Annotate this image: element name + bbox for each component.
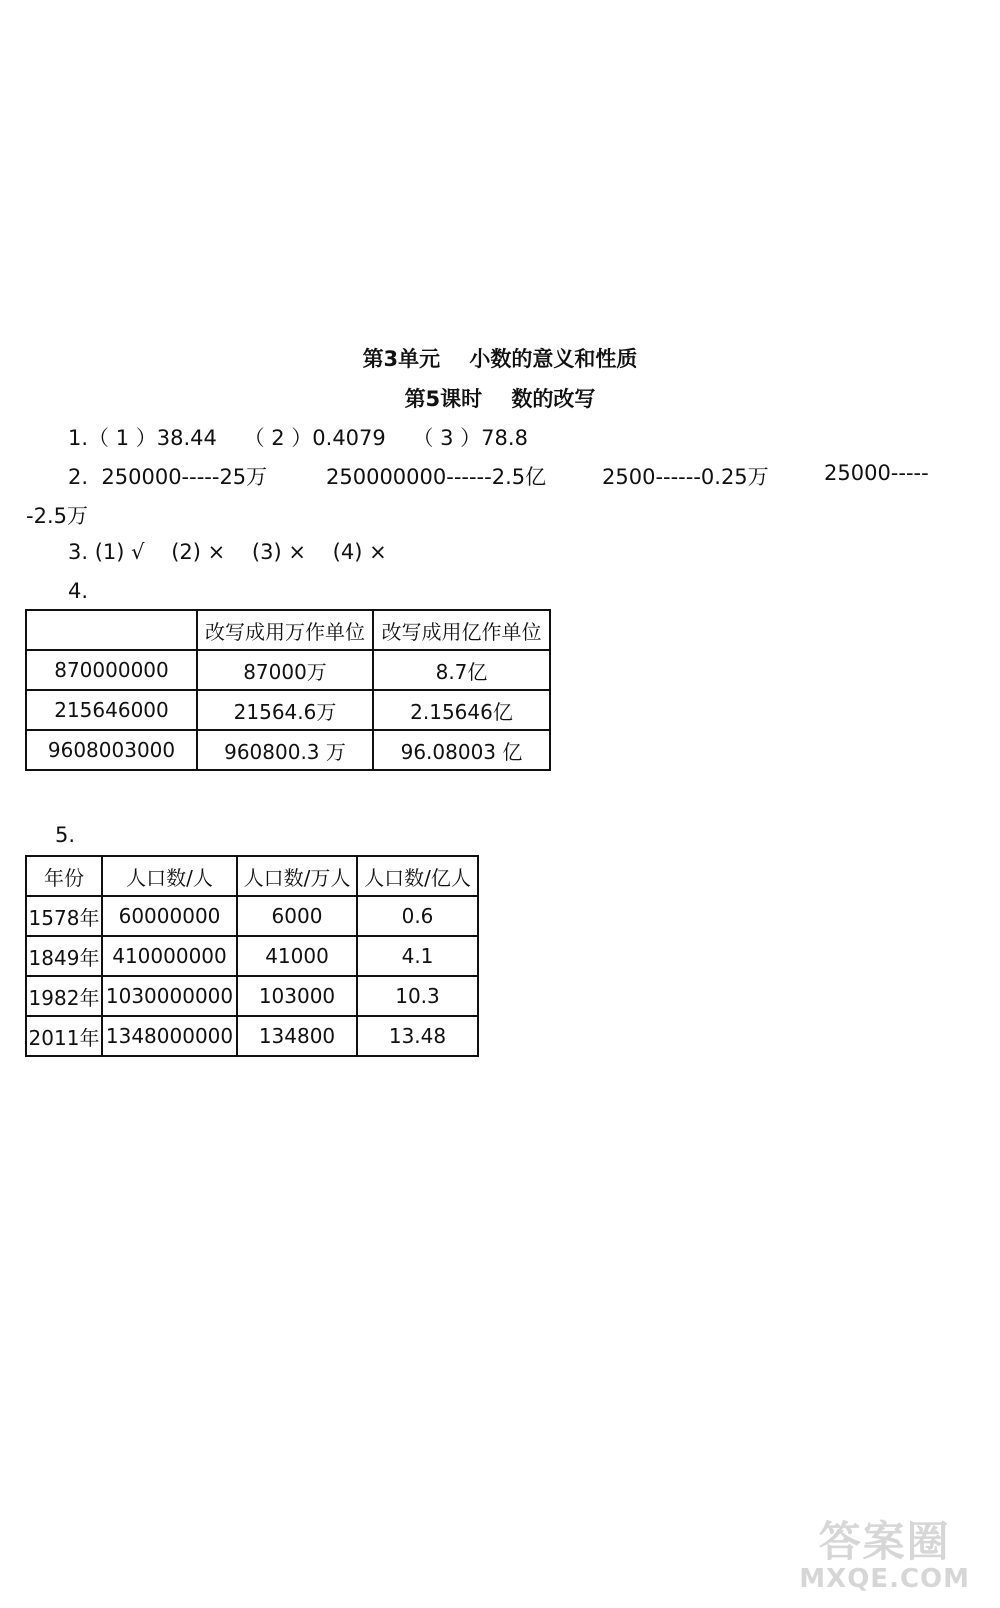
rewrite-units-table [25, 609, 551, 771]
table-cell: 1849年 [26, 936, 102, 976]
table-cell: 87000万 [197, 650, 373, 690]
lesson-title: 第5课时 数的改写 [404, 387, 596, 411]
table-header-row [26, 610, 550, 650]
table-header-cell: 人口数/亿人 [357, 856, 478, 896]
table-cell: 215646000 [26, 690, 197, 730]
table-row [26, 896, 478, 936]
table-cell: 96.08003 亿 [373, 730, 550, 770]
table-cell: 60000000 [102, 896, 237, 936]
table-header-cell: 人口数/万人 [237, 856, 357, 896]
question-1-answer: 1.（ 1 ）38.44 （ 2 ）0.4079 （ 3 ）78.8 [68, 426, 528, 450]
table-row [26, 1016, 478, 1056]
table-cell: 870000000 [26, 650, 197, 690]
table-cell: 10.3 [357, 976, 478, 1016]
table-header-cell: 改写成用亿作单位 [373, 610, 550, 650]
table-cell: 103000 [237, 976, 357, 1016]
table-header-cell: 改写成用万作单位 [197, 610, 373, 650]
q2-item-a: 2. 250000-----25万 [68, 465, 268, 489]
table-cell: 2.15646亿 [373, 690, 550, 730]
table-row [26, 976, 478, 1016]
table-row [26, 650, 550, 690]
table-row [26, 936, 478, 976]
table-row [26, 690, 550, 730]
question-5-label: 5. [55, 823, 76, 847]
unit-title: 第3单元 小数的意义和性质 [362, 347, 638, 371]
question-4-label: 4. [68, 579, 89, 603]
table-cell: 21564.6万 [197, 690, 373, 730]
table-header-cell: 年份 [26, 856, 102, 896]
table-header-cell [26, 610, 197, 650]
table-row [26, 730, 550, 770]
table-cell: 1982年 [26, 976, 102, 1016]
table-cell: 1030000000 [102, 976, 237, 1016]
table-cell: 4.1 [357, 936, 478, 976]
question-3-answer: 3. (1) √ (2) × (3) × (4) × [68, 540, 387, 564]
table-cell: 1578年 [26, 896, 102, 936]
table-cell: 13.48 [357, 1016, 478, 1056]
q2-item-c: 2500------0.25万 [602, 465, 769, 489]
table-cell: 134800 [237, 1016, 357, 1056]
watermark-text: 答案圈 [818, 1517, 951, 1566]
table-cell: 0.6 [357, 896, 478, 936]
table-header-row [26, 856, 478, 896]
table-cell: 1348000000 [102, 1016, 237, 1056]
table-cell: 41000 [237, 936, 357, 976]
q2-item-d: 25000----- [824, 461, 929, 485]
population-table [25, 855, 479, 1057]
q2-item-b: 250000000------2.5亿 [326, 465, 547, 489]
q2-continuation: -2.5万 [26, 504, 88, 528]
watermark-logo [799, 1517, 970, 1594]
table-cell: 2011年 [26, 1016, 102, 1056]
table-cell: 410000000 [102, 936, 237, 976]
table-cell: 6000 [237, 896, 357, 936]
watermark-domain: MXQE.COM [799, 1564, 970, 1594]
table-cell: 9608003000 [26, 730, 197, 770]
table-cell: 8.7亿 [373, 650, 550, 690]
table-header-cell: 人口数/人 [102, 856, 237, 896]
table-cell: 960800.3 万 [197, 730, 373, 770]
